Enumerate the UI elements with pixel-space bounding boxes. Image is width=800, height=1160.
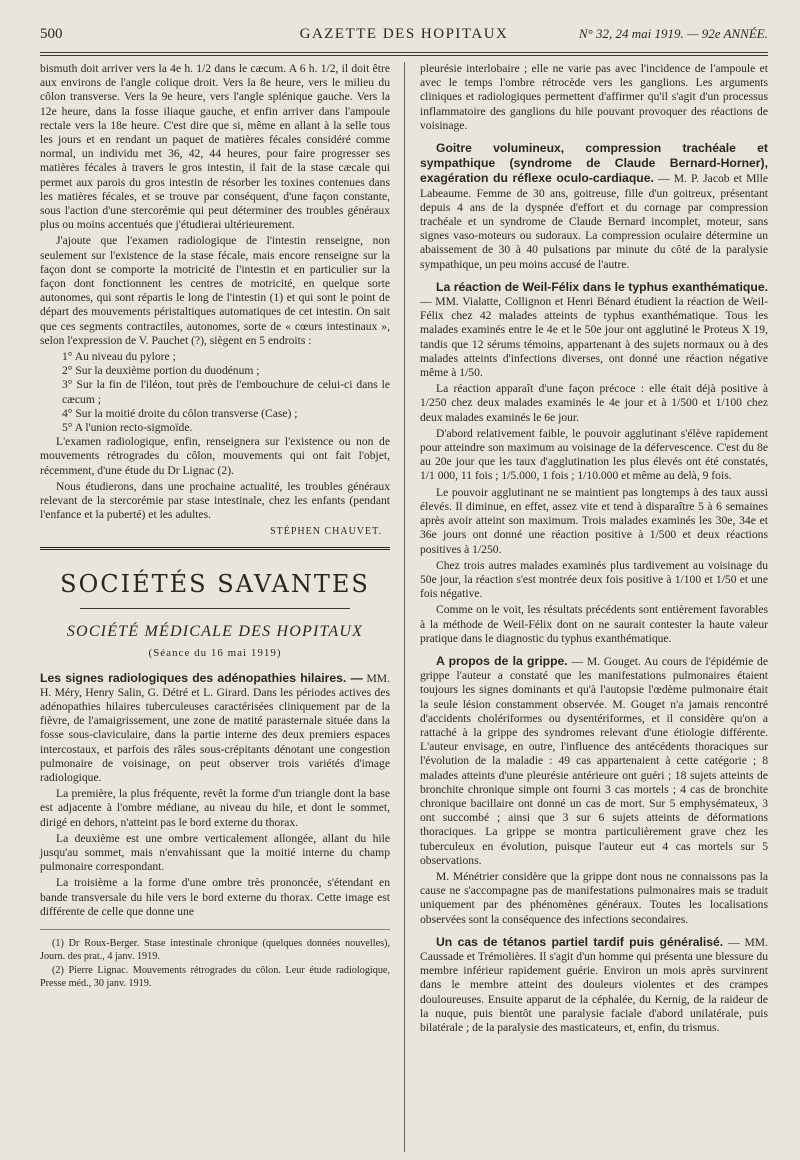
list-item: 1° Au niveau du pylore ; — [62, 350, 176, 364]
header-rule — [40, 52, 768, 53]
paragraph: J'ajoute que l'examen radiologique de l'intestin renseigne, non seulement sur l'existence de la stase fécale, mais encore renseigne sur la façon dont se comporte la motricité de l'intestin et en particulier sur la façon dont fonctionnent les centres de motricité, en quelque sorte autonomes, qui sont répartis le long de l'intestin (1) et qui sont le point de départ des mouvements péristaltiques automatiques de cet intestin. On sait que ces segments contractiles, autonomes, sorte de « cœurs intestinaux », selon l'expression de V. Pauchet (?), siègent en 5 endroits : — [40, 234, 390, 347]
list-item: 2° Sur la deuxième portion du duodénum ; — [62, 364, 260, 378]
list-item: 3° Sur la fin de l'iléon, tout près de l'embouchure de celui-ci dans le cæcum ; — [62, 378, 390, 406]
session-date: (Séance du 16 mai 1919) — [148, 646, 282, 659]
paragraph: La réaction apparaît d'une façon précoce : elle était déjà positive à 1/250 chez deux malades examinés le 4e jour et à 1/500 et 1/100 chez deux malades examinés le 6e jour. — [420, 382, 768, 424]
page-number: 500 — [40, 26, 63, 42]
article-title: Goitre volumineux, compression trachéale et sympathique (syndrome de Claude Bernard-Horner), exagération du réflexe oculo-cardiaque. — [420, 141, 768, 186]
article-text: MM. H. Méry, Henry Salin, G. Détré et L. Girard. Dans les périodes actives des adénopathies hilaires tuberculeuses caractérisées cliniquement par de la fièvre, de l'amaigrissement, une zone de matité parasternale située dans la fosse sous-claviculaire, dans la partie interne des deux premiers espaces intercostaux, et parfois des râles sous-crépitants dénotant une congestion pulmonaire de voisinage, on peut observer trois variétés d'image radiologique. — [40, 671, 390, 784]
article — [420, 935, 768, 1035]
paragraph: Le pouvoir agglutinant ne se maintient pas longtemps à des taux aussi élevés. Il diminue, en effet, assez vite et tend à disparaître 5 à 6 semaines après avoir atteint son maximum. Trois malades examinés les 30e, 34e et 36e jours ont donné une réaction positive à 1/500 et deux réactions positives à 1/250. — [420, 485, 768, 556]
author-signature: STÉPHEN CHAUVET. — [270, 525, 382, 537]
column-divider — [404, 62, 405, 1152]
article-text: — M. P. Jacob et Mlle Labeaume. Femme de 30 ans, goitreuse, fille d'un goitreux, présentant depuis 4 ans de la dyspnée d'effort et du cornage par compression trachéale et un syndrome de Claude Bernard incomplet, moteur, sans signes vaso-moteurs ou sudoraux. La compression oculaire détermine un abaissement de 30 à 40 pulsations par minute du côté de la paralysie sympathique, un peu moins accusé de l'autre. — [420, 172, 769, 271]
article-text: — M. Gouget. Au cours de l'épidémie de grippe l'auteur a constaté que les manifestations pulmonaires étaient toujours les signes dominants et qu'à l'autopsie l'œdème pulmonaire était la seule lésion constamment observée. M. Gouget n'a jamais rencontré d'accidents cholériformes ou dysentériformes, et il considère qu'on a rattaché à la grippe des syndromes relevant d'une étiologie différente. L'auteur envisage, en outre, l'influence des antécédents thoraciques sur l'évolution de la maladie : 49 cas appartenaient à cette catégorie ; 8 malades atteints d'une pleurésie antérieure ont guéri ; 18 sujets atteints de bronchite chronique simple ont fourni 3 cas mortels ; 4 cas de bronchite chronique bacillaire ont donné un cas de mort. Sur 5 emphysémateux, 3 ont succombé ; ainsi que 3 sur 6 sujets atteints de déformations thoraciques. La grippe se montra particulièrement grave chez les tuberculeux en évolution, puisque l'auteur eut 4 cas mortels sur 5 observations. — [420, 654, 768, 867]
list-item: 5° A l'union recto-sigmoïde. — [62, 421, 193, 435]
society-title: SOCIÉTÉ MÉDICALE DES HOPITAUX — [66, 622, 364, 640]
paragraph: La deuxième est une ombre verticalement allongée, allant du hile jusqu'au sommet, mais n'envahissant que la moitié interne du champ pulmonaire correspondant. — [40, 831, 390, 874]
title-rule — [80, 608, 350, 609]
article-title: Un cas de tétanos partiel tardif puis généralisé. — [436, 934, 724, 949]
article — [420, 141, 768, 272]
journal-title: GAZETTE DES HOPITAUX — [299, 26, 509, 42]
paragraph: D'abord relativement faible, le pouvoir agglutinant s'élève rapidement pour atteindre son maximum au voisinage de la défervescence. C'est du 8e au 20e jour que les taux d'agglutination les plus élevés ont été constatés, 1/1 000, 11 fois ; 1/5.000, 1 fois ; 1/10.000 et même au delà, 9 fois. — [420, 426, 768, 483]
left-column — [40, 62, 390, 992]
right-column — [420, 62, 768, 1037]
paragraph: La troisième a la forme d'une ombre très prononcée, s'étendant en bande transversale du hile vers le bord externe du thorax. Cette image est différente de celle que donne une — [40, 876, 390, 918]
paragraph: bismuth doit arriver vers la 4e h. 1/2 dans le cæcum. A 6 h. 1/2, il doit être aux environs de l'angle colique droit. Vers la 8e heure, vers le milieu du côlon transverse. Vers la 9e heure, vers l'angle splénique gauche. Vers la 12e heure, dans la fosse iliaque gauche, et enfin arriver dans l'ampoule rectale vers la 18e heure. C'est dire que si, même en allant à la selle tous les jours et en rendant un paquet de matières fécales considéré comme normal, un individu met 36, 42, 44 heures, pour faire progresser ses matières fécales à travers le gros intestin, il fait de la stase cæcale qui permet aux parois du gros intestin de résorber les toxines contenues dans les matières fécales, et se trouve par conséquent, d'une façon constante, sous l'action d'une stercorémie qui peut déterminer des troubles généraux plus ou moins accentués que j'étudierai ultérieurement. — [40, 62, 390, 232]
paragraph: pleurésie interlobaire ; elle ne varie pas avec l'incidence de l'ampoule et avec le temps l'ombre rétrocède vers les ganglions. Les arguments cliniques et radiologiques permettent d'affirmer qu'il s'agit d'un processus inflammatoire des ganglions du hile pouvant provoquer des réactions de voisinage. — [420, 62, 768, 132]
paragraph: Nous étudierons, dans une prochaine actualité, les troubles généraux relevant de la stercorémie par stase intestinale, chez les enfants (pendant l'enfance et la puberté) et les adultes. — [40, 479, 390, 522]
section-title: SOCIÉTÉS SAVANTES — [60, 569, 370, 598]
page-header — [40, 18, 768, 48]
article-text: — MM. Caussade et Trémolières. Il s'agit d'un homme qui présenta une blessure du membre inférieur rapidement guérie. Environ un mois après survinrent dans le membre atteint des douleurs violentes et des crampes douloureuses. Ensuite apparut de la céphalée, du Kernig, de la raideur de la nuque, puis bientôt une paralysie faciale d'abord unilatérale, puis bilatérale ; de la paralysie des masticateurs, et, enfin, du trismus. — [420, 935, 768, 1034]
footnote: (2) Pierre Lignac. Mouvements rétrogrades du côlon. Leur étude radiologique, Presse méd., 30 janv. 1919. — [40, 965, 390, 989]
list-item: 4° Sur la moitié droite du côlon transverse (Case) ; — [62, 406, 298, 420]
article-title: A propos de la grippe. — [436, 653, 568, 668]
article-title: Les signes radiologiques des adénopathies hilaires. — — [40, 670, 363, 685]
paragraph: Comme on le voit, les résultats précédents sont entièrement favorables à la méthode de Weil-Félix dont on ne saurait contester la haute valeur pratique dans le diagnostic du typhus exanthématique. — [420, 603, 768, 645]
article-text: — MM. Vialatte, Collignon et Henri Bénard étudient la réaction de Weil-Félix chez 42 malades atteints de typhus exanthématique. Tous les malades examinés entre le 4e et le 50e jour ont agglutiné le Proteus X 19, tandis que 12 sérums témoins, appartenant à des sujets normaux ou à des malades atteints d'infections diverses, ont donné une réaction négative même à 1/50. — [420, 295, 768, 380]
paragraph: Chez trois autres malades examinés plus tardivement au voisinage du 50e jour, la réaction s'est montrée deux fois positive à 1/100 et 1/50 et une fois négative. — [420, 558, 768, 601]
article — [40, 671, 390, 786]
issue-info: N° 32, 24 mai 1919. — 92e ANNÉE. — [578, 26, 768, 41]
article — [420, 280, 768, 380]
header-rule-2 — [40, 55, 768, 56]
article-title: La réaction de Weil-Félix dans le typhus exanthématique. — [436, 279, 768, 294]
article — [420, 654, 768, 868]
paragraph: M. Ménétrier considère que la grippe dont nous ne connaissons pas la cause ne s'accompagne pas de manifestations pulmonaires mais se traduit uniquement par des phénomènes généraux. Toutes les localisations observées sont la conséquence des infections secondaires. — [420, 869, 768, 926]
section-rule — [40, 547, 390, 550]
paragraph: La première, la plus fréquente, revêt la forme d'un triangle dont la base est adjacente à l'ombre médiane, au niveau du hile, et dont le sommet, dirigé en dehors, n'atteint pas le bord externe du thorax. — [40, 787, 390, 829]
footnotes — [40, 929, 390, 990]
paragraph: L'examen radiologique, enfin, renseignera sur l'existence ou non de mouvements rétrogrades du côlon, mouvements qui ont fait l'objet, récemment, d'une étude du Dr Lignac (2). — [40, 435, 390, 477]
footnote: (1) Dr Roux-Berger. Stase intestinale chronique (quelques données nouvelles), Journ. des prat., 4 janv. 1919. — [40, 937, 390, 962]
